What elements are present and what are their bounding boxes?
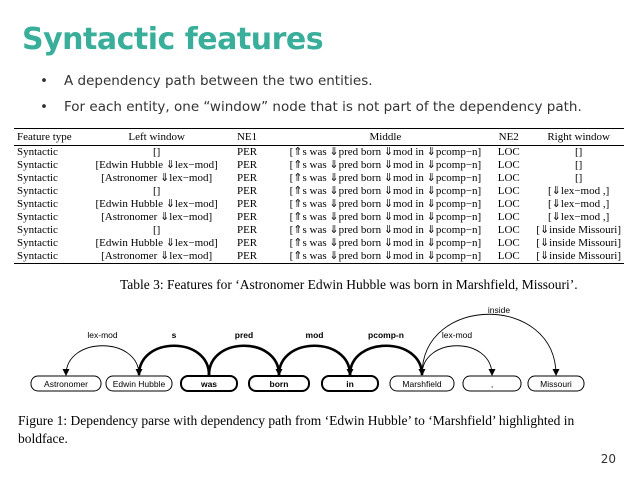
tree-node-label: , bbox=[490, 379, 494, 389]
col-header-right-window: Right window bbox=[533, 129, 624, 146]
cell-middle: [⇑s was ⇓pred born ⇓mod in ⇓pcomp−n] bbox=[289, 198, 482, 210]
cell-feature-type: Syntactic bbox=[17, 172, 58, 184]
cell-ne1: PER bbox=[236, 211, 258, 223]
cell-left-window: [] bbox=[152, 146, 161, 158]
cell-ne1: PER bbox=[236, 172, 258, 184]
dependency-edge-label: pcomp-n bbox=[368, 330, 404, 340]
cell-ne2: LOC bbox=[497, 198, 520, 210]
cell-right-window: [] bbox=[574, 159, 583, 171]
dependency-edge bbox=[209, 346, 279, 375]
tree-node-label: born bbox=[269, 379, 289, 389]
col-header-feature-type: Feature type bbox=[14, 129, 89, 146]
dependency-edge-label: pred bbox=[234, 330, 254, 340]
tree-node-label: Marshfield bbox=[402, 379, 442, 389]
cell-ne1: PER bbox=[236, 185, 258, 197]
cell-ne2: LOC bbox=[497, 172, 520, 184]
cell-right-window: [⇓lex−mod ,] bbox=[548, 185, 610, 197]
cell-left-window: [Edwin Hubble ⇓lex−mod] bbox=[95, 237, 218, 249]
dependency-edge bbox=[139, 346, 209, 375]
table-row bbox=[14, 172, 624, 185]
cell-middle: [⇑s was ⇓pred born ⇓mod in ⇓pcomp−n] bbox=[289, 146, 482, 158]
table-row bbox=[14, 185, 624, 198]
table-row bbox=[14, 224, 624, 237]
dependency-edge-label: mod bbox=[305, 330, 324, 340]
tree-node-label: Edwin Hubble bbox=[112, 379, 166, 389]
cell-ne2: LOC bbox=[497, 159, 520, 171]
col-header-ne2: NE2 bbox=[484, 129, 533, 146]
figure-caption: Figure 1: Dependency parse with dependency path from ‘Edwin Hubble’ to ‘Marshfield’ highlighted in boldface. bbox=[18, 413, 575, 446]
cell-left-window: [] bbox=[152, 224, 161, 236]
cell-right-window: [⇓lex−mod ,] bbox=[548, 211, 610, 223]
dependency-edge bbox=[279, 346, 350, 375]
tree-node-label: was bbox=[200, 379, 218, 389]
cell-right-window: [] bbox=[574, 146, 583, 158]
cell-left-window: [Astronomer ⇓lex−mod] bbox=[101, 211, 213, 223]
table-header-row bbox=[14, 129, 624, 146]
page-number: 20 bbox=[600, 452, 616, 466]
table-row bbox=[14, 237, 624, 250]
cell-left-window: [Astronomer ⇓lex−mod] bbox=[89, 250, 225, 264]
cell-ne1: PER bbox=[236, 224, 258, 236]
cell-feature-type: Syntactic bbox=[17, 237, 58, 249]
cell-ne2: LOC bbox=[497, 211, 520, 223]
cell-ne2: LOC bbox=[497, 224, 520, 236]
dependency-edge bbox=[422, 314, 556, 375]
features-table bbox=[14, 128, 624, 264]
cell-left-window: [Edwin Hubble ⇓lex−mod] bbox=[95, 159, 218, 171]
cell-feature-type: Syntactic bbox=[17, 146, 58, 158]
cell-ne2: LOC bbox=[497, 146, 520, 158]
dependency-edge-label: lex-mod bbox=[87, 330, 118, 340]
cell-feature-type: Syntactic bbox=[17, 198, 58, 210]
cell-middle: [⇑s was ⇓pred born ⇓mod in ⇓pcomp−n] bbox=[289, 185, 482, 197]
cell-left-window: [Astronomer ⇓lex−mod] bbox=[101, 172, 213, 184]
cell-right-window: [⇓inside Missouri] bbox=[536, 224, 621, 236]
col-header-left-window: Left window bbox=[89, 129, 225, 146]
cell-ne2: LOC bbox=[497, 185, 520, 197]
cell-ne1: PER bbox=[224, 250, 269, 264]
bullet-list bbox=[40, 72, 582, 124]
cell-ne1: PER bbox=[236, 237, 258, 249]
dependency-nodes bbox=[31, 376, 584, 391]
dependency-edge-label: lex-mod bbox=[441, 330, 473, 340]
cell-left-window: [] bbox=[152, 185, 161, 197]
cell-middle: [⇑s was ⇓pred born ⇓mod in ⇓pcomp−n] bbox=[289, 172, 482, 184]
cell-middle: [⇑s was ⇓pred born ⇓mod in ⇓pcomp−n] bbox=[289, 159, 482, 171]
table-row bbox=[14, 211, 624, 224]
cell-feature-type: Syntactic bbox=[14, 250, 89, 264]
cell-right-window: [] bbox=[574, 172, 583, 184]
tree-node-label: Astronomer bbox=[44, 379, 88, 389]
table-row bbox=[14, 159, 624, 172]
dependency-edge bbox=[350, 346, 422, 375]
cell-ne2: LOC bbox=[497, 237, 520, 249]
tree-node-label: in bbox=[346, 379, 354, 389]
dependency-tree-figure bbox=[0, 300, 638, 405]
table-row bbox=[14, 146, 624, 160]
bullet-item: • A dependency path between the two entities. bbox=[40, 72, 582, 98]
cell-feature-type: Syntactic bbox=[17, 185, 58, 197]
cell-ne1: PER bbox=[236, 159, 258, 171]
dependency-edge bbox=[422, 346, 492, 375]
cell-ne2: LOC bbox=[484, 250, 533, 264]
col-header-ne1: NE1 bbox=[224, 129, 269, 146]
bullet-item: • For each entity, one “window” node that is not part of the dependency path. bbox=[40, 98, 582, 124]
table-row bbox=[14, 250, 624, 264]
tree-node-label: Missouri bbox=[540, 379, 572, 389]
cell-middle: [⇑s was ⇓pred born ⇓mod in ⇓pcomp−n] bbox=[289, 224, 482, 236]
cell-ne1: PER bbox=[236, 146, 258, 158]
cell-right-window: [⇓inside Missouri] bbox=[536, 237, 621, 249]
cell-feature-type: Syntactic bbox=[17, 211, 58, 223]
slide-title: Syntactic features bbox=[22, 22, 324, 57]
cell-ne1: PER bbox=[236, 198, 258, 210]
cell-feature-type: Syntactic bbox=[17, 224, 58, 236]
dependency-edge bbox=[66, 346, 139, 375]
col-header-middle: Middle bbox=[270, 129, 485, 146]
dependency-edge-label: inside bbox=[487, 305, 511, 315]
cell-feature-type: Syntactic bbox=[17, 159, 58, 171]
cell-right-window: [⇓lex−mod ,] bbox=[548, 198, 610, 210]
cell-right-window: [⇓inside Missouri] bbox=[533, 250, 624, 264]
cell-middle: [⇑s was ⇓pred born ⇓mod in ⇓pcomp−n] bbox=[289, 211, 482, 223]
cell-middle: [⇑s was ⇓pred born ⇓mod in ⇓pcomp−n] bbox=[270, 250, 485, 264]
cell-left-window: [Edwin Hubble ⇓lex−mod] bbox=[95, 198, 218, 210]
dependency-edges bbox=[66, 305, 556, 375]
dependency-edge-label: s bbox=[171, 330, 177, 340]
table-caption: Table 3: Features for ‘Astronomer Edwin Hubble was born in Marshfield, Missouri’. bbox=[120, 277, 578, 292]
cell-middle: [⇑s was ⇓pred born ⇓mod in ⇓pcomp−n] bbox=[289, 237, 482, 249]
table-row bbox=[14, 198, 624, 211]
